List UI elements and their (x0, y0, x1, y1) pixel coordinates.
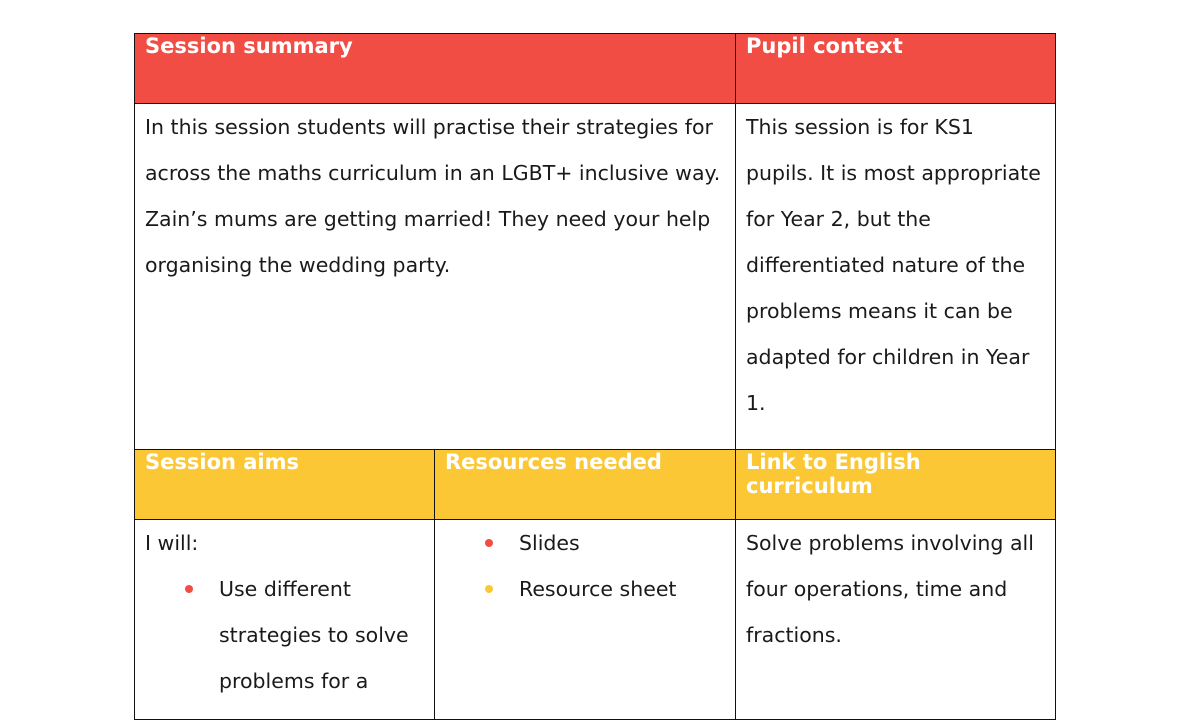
header-row-top (135, 34, 1056, 104)
aim-text: Use different strategies to solve problems for a (219, 577, 409, 693)
resources-needed-header: Resources needed (435, 450, 736, 520)
link-english-text: Solve problems involving all four operations, time and fractions. (736, 520, 1056, 720)
link-english-header: Link to English curriculum (736, 450, 1056, 520)
content-row-top (135, 104, 1056, 450)
session-aims-intro: I will: (145, 531, 199, 555)
resource-text: Resource sheet (519, 577, 677, 601)
list-item (445, 566, 725, 612)
lesson-plan-table (134, 33, 1056, 720)
session-aims-list (145, 566, 424, 704)
session-aims-header: Session aims (135, 450, 435, 520)
header-row-bottom (135, 450, 1056, 520)
pupil-context-header: Pupil context (736, 34, 1056, 104)
pupil-context-text: This session is for KS1 pupils. It is most appropriate for Year 2, but the differentiated nature of the problems means it can be adapted for children in Year 1. (736, 104, 1056, 450)
resource-text: Slides (519, 531, 580, 555)
list-item (445, 520, 725, 566)
content-row-bottom (135, 520, 1056, 720)
bullet-dot-icon (185, 585, 193, 593)
resources-cell (435, 520, 736, 720)
session-aims-cell (135, 520, 435, 720)
list-item (145, 566, 424, 704)
session-summary-text: In this session students will practise their strategies for across the maths curriculum in an LGBT+ inclusive way. Zain’s mums are getting married! They need your help organising the wedding party. (135, 104, 736, 450)
session-summary-header: Session summary (135, 34, 736, 104)
bullet-dot-icon (485, 585, 493, 593)
resources-list (445, 520, 725, 612)
bullet-dot-icon (485, 539, 493, 547)
